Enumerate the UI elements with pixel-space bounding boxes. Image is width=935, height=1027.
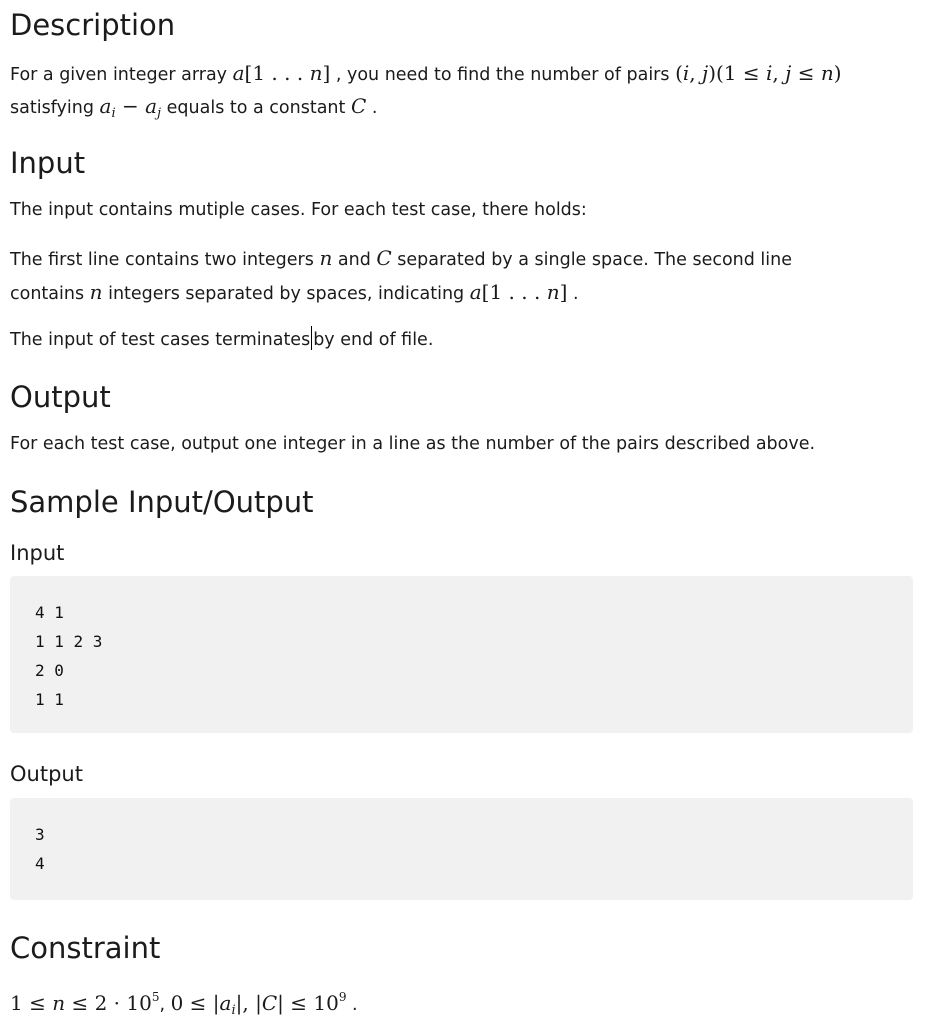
sample-output-label: Output [10,762,83,786]
input-text-7: The input of test cases terminates [10,330,311,350]
math-bracket: ] [322,61,331,85]
description-line-2 [10,90,377,130]
input-heading: Input [10,146,86,180]
input-paragraph-3 [10,324,433,357]
math-array: a [469,280,482,304]
math-difference: $a_i - a_j$ [99,94,162,121]
input-text-1: The first line contains two integers [10,250,320,270]
math-constant: C [350,94,367,118]
sample-output-block [10,798,913,900]
math-constant: C [376,246,392,270]
math-n: n [89,280,103,304]
description-text-2: , you need to find the number of pairs [335,65,676,85]
math-value-bound: $0 \le |a_i|$, $|C| \le 10^9$ [170,990,347,1018]
description-text-5: . [371,98,378,118]
sample-output-code: 3 4 [35,825,45,873]
constraint-separator: , [159,995,171,1015]
math-n: n [319,246,333,270]
description-text-1: For a given integer array [10,65,233,85]
sample-input-label: Input [10,541,65,565]
math-array-range: [1 . . . [244,61,310,85]
sample-input-code: 4 1 1 1 2 3 2 0 1 1 [35,603,103,709]
input-paragraph-2-line-2 [10,276,579,311]
input-text-2: and [332,250,377,270]
input-text-5: integers separated by spaces, indicating [102,284,470,304]
input-paragraph-1: The input contains mutiple cases. For each test case, there holds: [10,200,587,220]
sample-input-block [10,576,913,733]
input-text-6: . [572,284,579,304]
sample-heading: Sample Input/Output [10,485,314,519]
math-pairs: (i, j)(1 ≤ i, j ≤ n) [675,61,842,85]
math-n: n [309,61,323,85]
math-array: a [232,61,245,85]
input-paragraph-2-line-1 [10,242,792,277]
output-paragraph: For each test case, output one integer in a line as the number of the pairs described above. [10,434,816,454]
constraint-end: . [352,995,358,1015]
output-heading: Output [10,380,111,414]
constraint-heading: Constraint [10,931,161,965]
description-text-4: equals to a constant [161,98,351,118]
math-array-range: [1 . . . n] [481,280,568,304]
input-text-8: by end of file. [313,330,434,350]
description-text-3: satisfying [10,98,100,118]
constraint-line [10,981,358,1027]
description-line-1 [10,57,842,92]
description-heading: Description [10,8,176,42]
math-n-bound: $1 \le n \le 2 \cdot 10^5$ [10,990,160,1015]
input-text-3: separated by a single space. The second line [391,250,793,270]
input-text-4: contains [10,284,90,304]
